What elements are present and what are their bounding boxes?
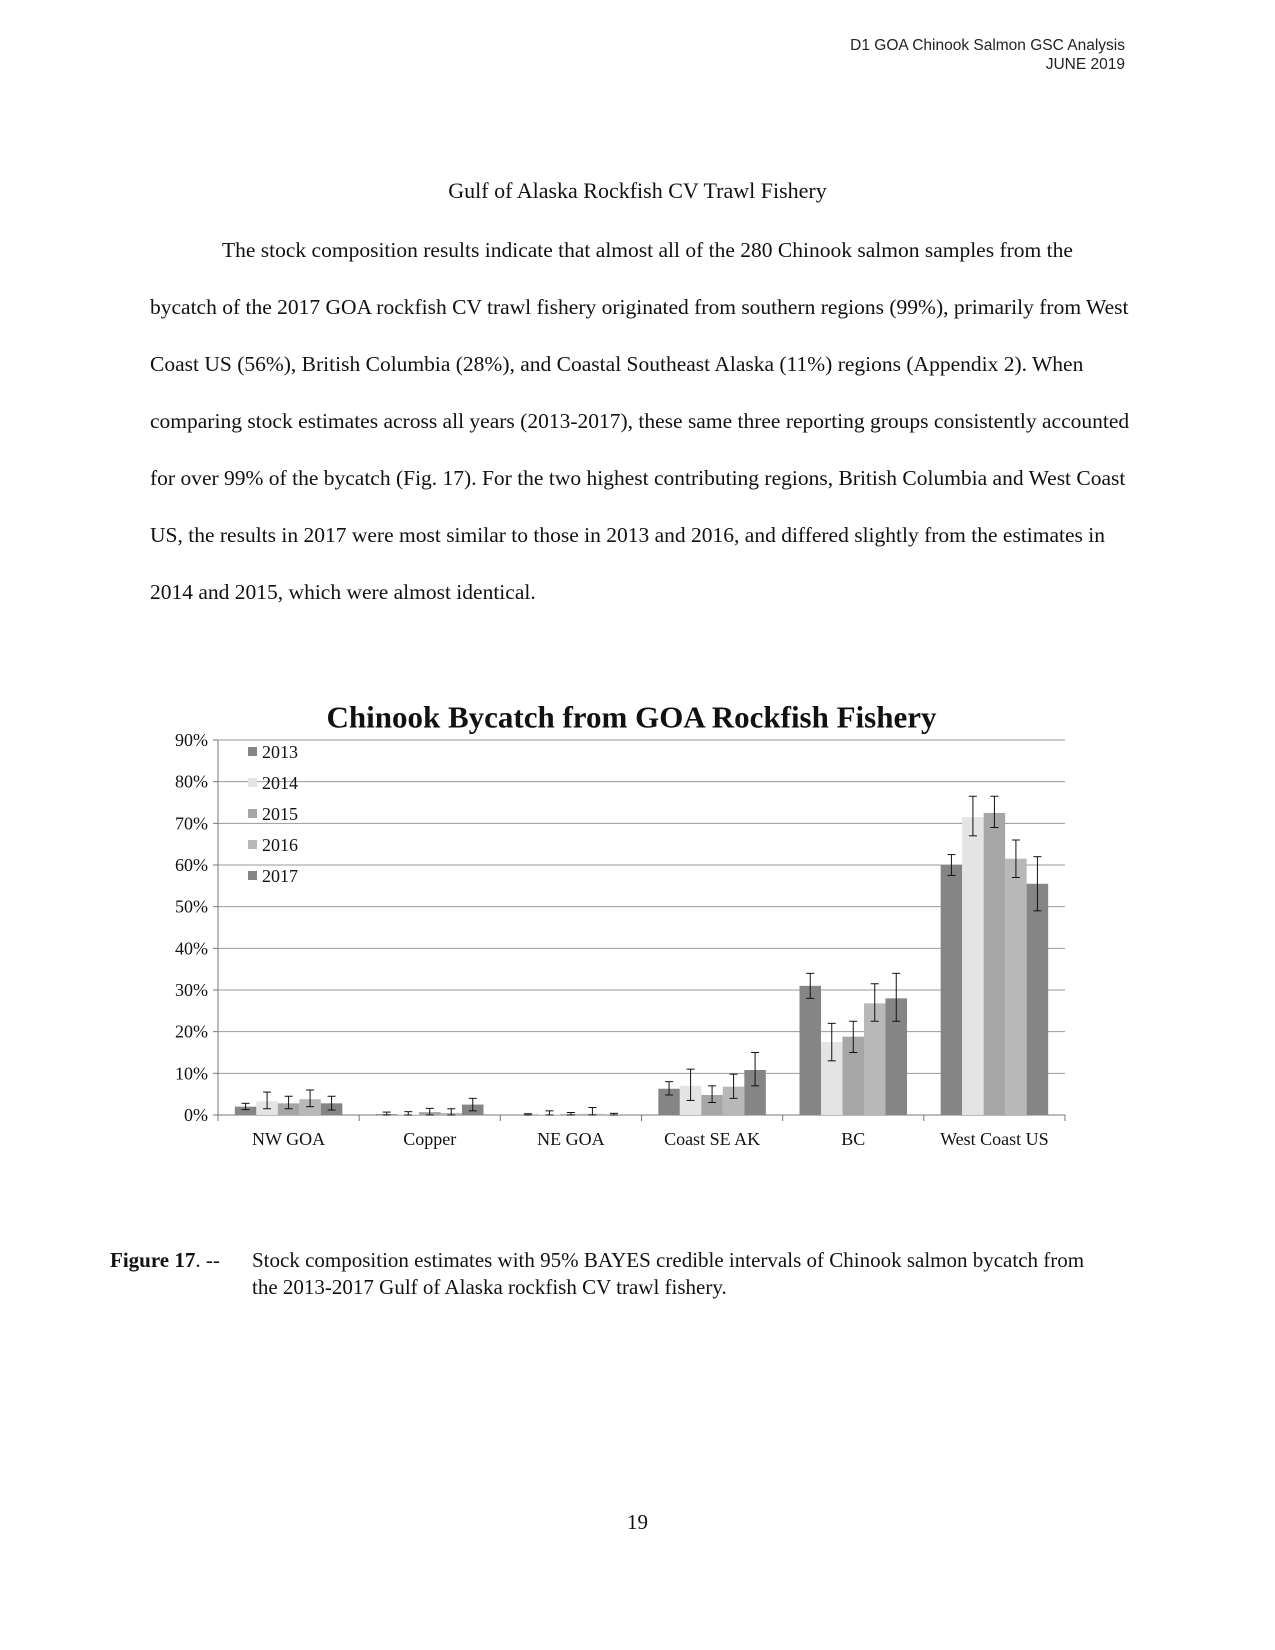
bar — [800, 986, 822, 1115]
paragraph-text: The stock composition results indicate that almost all of the 280 Chinook salmon samples from the bycatch of the 2017 GOA rockfish CV trawl fishery originated from southern regions (99%), primarily from West Coast US (56%), British Columbia (28%), and Coastal Southeast Alaska (11%) regions (Appendix 2). When comparing stock estimates across all years (2013-2017), these same three reporting groups consistently accounted for over 99% of the bycatch (Fig. 17). For the two highest contributing regions, British Columbia and West Coast US, the results in 2017 were most similar to those in 2013 and 2016, and differed slightly from the estimates in 2014 and 2015, which were almost identical. — [150, 238, 1130, 604]
legend-swatch — [248, 840, 257, 849]
legend-label: 2017 — [262, 866, 298, 886]
y-tick-label: 10% — [175, 1063, 208, 1084]
y-tick-label: 80% — [175, 771, 208, 792]
legend-label: 2015 — [262, 804, 298, 824]
caption-separator: . -- — [195, 1248, 220, 1272]
bar — [941, 865, 963, 1115]
y-tick-label: 0% — [184, 1105, 208, 1125]
bar — [962, 817, 984, 1115]
legend-swatch — [248, 809, 257, 818]
chart-title: Chinook Bycatch from GOA Rockfish Fishery — [326, 699, 937, 735]
x-tick-label: NE GOA — [537, 1129, 605, 1149]
section-title: Gulf of Alaska Rockfish CV Trawl Fishery — [448, 178, 827, 203]
caption-label — [110, 1247, 220, 1274]
legend-label: 2014 — [262, 773, 298, 793]
x-tick-label: Coast SE AK — [664, 1129, 761, 1149]
x-tick-label: BC — [841, 1129, 866, 1149]
x-tick-label: NW GOA — [251, 1129, 326, 1149]
running-header-title: D1 GOA Chinook Salmon GSC Analysis — [850, 37, 1125, 54]
legend-swatch — [248, 871, 257, 880]
running-header-date: JUNE 2019 — [1045, 56, 1125, 73]
y-tick-label: 50% — [175, 896, 208, 917]
y-tick-label: 30% — [175, 980, 208, 1000]
legend-label: 2016 — [262, 835, 298, 855]
caption-text: Stock composition estimates with 95% BAYES credible intervals of Chinook salmon bycatch from the 2013-2017 Gulf of Alaska rockfish CV trawl fishery. — [252, 1248, 1085, 1299]
legend-label: 2013 — [262, 742, 298, 762]
bar — [1027, 884, 1049, 1115]
page-number: 19 — [627, 1510, 648, 1534]
y-tick-label: 60% — [175, 855, 208, 875]
y-tick-label: 90% — [175, 730, 208, 750]
y-tick-label: 40% — [175, 938, 208, 959]
figure-caption — [110, 1247, 1110, 1301]
caption-figure-number: Figure 17 — [110, 1248, 196, 1272]
bar-chart — [150, 695, 1080, 1165]
running-header — [850, 36, 1125, 74]
body-paragraph — [150, 222, 1130, 621]
bar — [1005, 859, 1027, 1115]
bar — [984, 813, 1006, 1115]
x-tick-label: Copper — [403, 1129, 457, 1149]
y-tick-label: 20% — [175, 1021, 208, 1042]
legend-swatch — [248, 747, 257, 756]
x-tick-label: West Coast US — [940, 1129, 1049, 1149]
y-tick-label: 70% — [175, 813, 208, 834]
legend-swatch — [248, 778, 257, 787]
